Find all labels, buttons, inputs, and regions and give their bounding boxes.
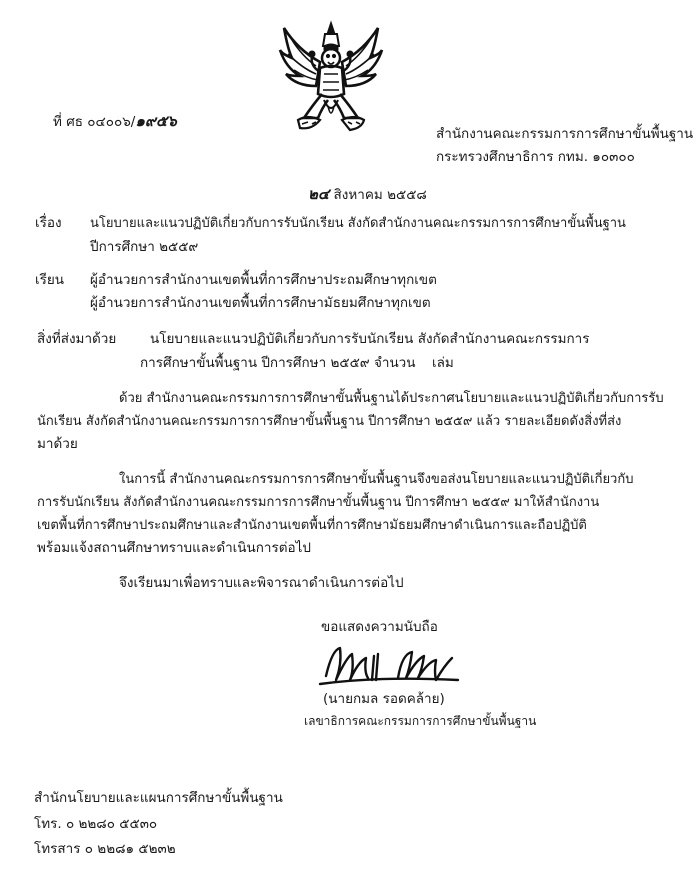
garuda-emblem-icon — [278, 20, 384, 136]
reference-handwritten-number: ๑๙๕๖ — [135, 112, 177, 130]
paragraph-1-line-2: นักเรียน สังกัดสำนักงานคณะกรรมการการศึกษาขั้นพื้นฐาน ปีการศึกษา ๒๕๕๙ แล้ว รายละเอียดดังสิ่งที่ส่ง — [37, 414, 622, 429]
letter-date — [308, 187, 427, 203]
enclosure-unit: เล่ม — [432, 355, 454, 371]
paragraph-2-line-4: พร้อมแจ้งสถานศึกษาทราบและดำเนินการต่อไป — [37, 540, 311, 556]
paragraph-2-line-1: ในการนี้ สำนักงานคณะกรรมการการศึกษาขั้นพื้นฐานจึงขอส่งนโยบายและแนวปฏิบัติเกี่ยวกับ — [119, 472, 634, 487]
subject-line-1: นโยบายและแนวปฏิบัติเกี่ยวกับการรับนักเรียน สังกัดสำนักงานคณะกรรมการการศึกษาขั้นพื้นฐาน — [90, 216, 626, 231]
reference-prefix: ที่ ศธ ๐๔๐๐๖/ — [53, 114, 136, 130]
agency-address: กระทรวงศึกษาธิการ กทม. ๑๐๓๐๐ — [436, 149, 635, 165]
date-day-handwritten: ๒๔ — [308, 185, 330, 203]
subject-label: เรื่อง — [35, 215, 62, 231]
reference-number — [53, 114, 177, 130]
enclosure-line-2: การศึกษาขั้นพื้นฐาน ปีการศึกษา ๒๕๕๙ จำนวน — [140, 355, 416, 371]
enclosure-line-1: นโยบายและแนวปฏิบัติเกี่ยวกับการรับนักเรียน สังกัดสำนักงานคณะกรรมการ — [150, 331, 590, 347]
closing-salutation: ขอแสดงความนับถือ — [321, 619, 438, 635]
subject-line-2: ปีการศึกษา ๒๕๕๙ — [90, 239, 199, 255]
paragraph-2-line-3: เขตพื้นที่การศึกษาประถมศึกษาและสำนักงานเขตพื้นที่การศึกษามัธยมศึกษาดำเนินการและถือปฏิบัติ — [37, 518, 587, 533]
signatory-position: เลขาธิการคณะกรรมการการศึกษาขั้นพื้นฐาน — [304, 714, 537, 728]
paragraph-2-line-2: การรับนักเรียน สังกัดสำนักงานคณะกรรมการการศึกษาขั้นพื้นฐาน ปีการศึกษา ๒๕๕๙ มาให้สำนักงาน — [37, 495, 600, 510]
paragraph-1-line-1: ด้วย สำนักงานคณะกรรมการการศึกษาขั้นพื้นฐานได้ประกาศนโยบายและแนวปฏิบัติเกี่ยวกับการรับ — [119, 391, 664, 406]
date-month-year: สิงหาคม ๒๕๕๘ — [333, 187, 427, 203]
addressee-label: เรียน — [35, 272, 65, 288]
addressee-line-2: ผู้อำนวยการสำนักงานเขตพื้นที่การศึกษามัธยมศึกษาทุกเขต — [90, 295, 431, 311]
signatory-name: (นายกมล รอดคล้าย) — [323, 691, 445, 707]
footer-office: สำนักนโยบายและแผนการศึกษาขั้นพื้นฐาน — [34, 790, 283, 806]
paragraph-1-line-3: มาด้วย — [37, 436, 78, 452]
footer-fax: โทรสาร ๐ ๒๒๘๑ ๕๒๓๒ — [34, 841, 176, 857]
handwritten-signature-icon — [318, 640, 468, 690]
enclosure-label: สิ่งที่ส่งมาด้วย — [37, 331, 117, 347]
agency-name: สำนักงานคณะกรรมการการศึกษาขั้นพื้นฐาน — [436, 126, 694, 142]
paragraph-3: จึงเรียนมาเพื่อทราบและพิจารณาดำเนินการต่อไป — [119, 575, 404, 591]
addressee-line-1: ผู้อำนวยการสำนักงานเขตพื้นที่การศึกษาประถมศึกษาทุกเขต — [90, 272, 437, 288]
footer-phone: โทร. ๐ ๒๒๘๐ ๕๕๓๐ — [34, 816, 158, 832]
